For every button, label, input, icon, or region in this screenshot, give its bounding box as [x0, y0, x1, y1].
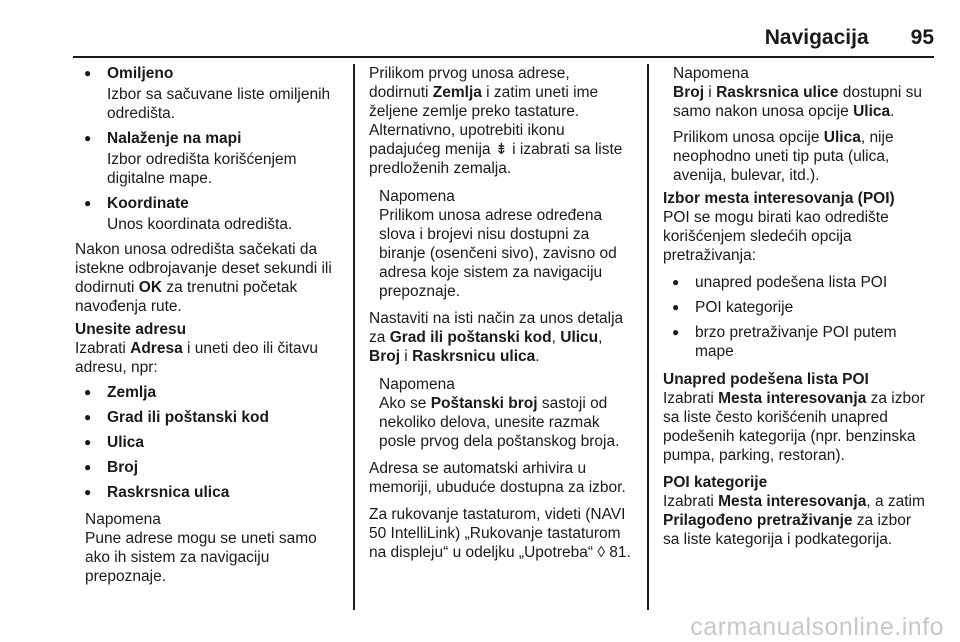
list-item: ● Ulica [75, 433, 340, 452]
note-title: Napomena [379, 376, 455, 393]
note-text: Pune adrese mogu se uneti samo ako ih sistem za navigaciju prepoznaje. [85, 530, 317, 585]
note-box [369, 375, 633, 451]
column-3 [663, 64, 931, 554]
list-item [75, 129, 340, 188]
list-item-desc: Izbor sa sačuvane liste omiljenih odredišta. [107, 86, 331, 122]
list-item: ● POI kategorije [663, 298, 931, 317]
heading-poi-categories: POI kategorije [663, 474, 768, 491]
adresa-label: Adresa [130, 340, 183, 357]
list-item-title: ● Nalaženje na mapi [107, 130, 242, 147]
list-item-title: ● Omiljeno [107, 65, 174, 82]
note-text: Prilikom unosa adrese određena slova i brojevi nisu dostupni za biranje (osenčeni sivo), zavisno od adresa koje sistem za navigaciju prepoznaje. [379, 207, 617, 300]
watermark: carmanualsonline.info [690, 613, 944, 641]
list-item: ● brzo pretraživanje POI putem mape [663, 323, 931, 361]
column-2 [369, 64, 633, 567]
list-item: ● unapred podešena lista POI [663, 273, 931, 292]
dropdown-menu-icon: ⇟ [494, 141, 508, 158]
paragraph: Adresa se automatski arhivira u memoriji, ubuduće dostupna za izbor. [369, 460, 626, 496]
paragraph: Nastaviti na isti način za unos detalja za Grad ili poštanski kod, Ulicu, Broj i Raskrsnicu ulica. [369, 310, 624, 365]
paragraph: Za rukovanje tastaturom, videti (NAVI 50 IntelliLink) „Rukovanje tastaturom na displeju“ u odeljku „Upotreba“ ◊ 81. [369, 506, 631, 561]
paragraph: Izabrati Adresa i uneti deo ili čitavu adresu, npr: [75, 340, 318, 376]
note-title: Napomena [673, 65, 749, 82]
destination-options-list [75, 64, 340, 234]
page-header [765, 26, 934, 54]
note-title: Napomena [379, 188, 455, 205]
footer [0, 611, 960, 642]
paragraph: Nakon unosa odredišta sačekati da istekne odbrojavanje deset sekundi ili dodirnuti OK za trenutni početak navođenja rute. [75, 241, 332, 315]
list-item: ● Zemlja [75, 383, 340, 402]
list-item-desc: Izbor odredišta korišćenjem digitalne mape. [107, 151, 297, 187]
page-number: 95 [910, 26, 934, 49]
page-reference-icon: ◊ [597, 544, 605, 561]
ok-label: OK [138, 279, 163, 296]
paragraph: POI se mogu birati kao odredište korišćenjem sledećih opcija pretraživanja: [663, 209, 889, 264]
heading-preset-poi-list: Unapred podešena lista POI [663, 371, 869, 388]
note-box [75, 510, 340, 586]
poi-options-list [663, 273, 931, 361]
note-box [369, 187, 633, 301]
note-text: Broj i Raskrsnica ulice dostupni su samo nakon unosa opcije Ulica. [673, 84, 923, 120]
paragraph: Izabrati Mesta interesovanja, a zatim Prilagođeno pretraživanje za izbor sa liste kategorija i podkategorija. [663, 493, 925, 548]
list-item [75, 64, 340, 123]
note-box [663, 64, 931, 185]
list-item: ● Broj [75, 458, 340, 477]
column-divider [647, 64, 649, 610]
list-item: ● Grad ili poštanski kod [75, 408, 340, 427]
note-text: Ako se Poštanski broj sastoji od nekoliko delova, unesite razmak posle prvog dela poštanskog broja. [379, 395, 620, 450]
list-item-title: ● Koordinate [107, 195, 189, 212]
section-title: Navigacija [764, 26, 869, 49]
column-divider [353, 64, 355, 610]
list-item-desc: Unos koordinata odredišta. [107, 216, 293, 233]
list-item: ● Raskrsnica ulica [75, 483, 340, 502]
header-rule [73, 56, 934, 58]
note-text: Prilikom unosa opcije Ulica, nije neophodno uneti tip puta (ulica, avenija, bulevar, itd.). [673, 129, 894, 184]
paragraph: Prilikom prvog unosa adrese, dodirnuti Zemlja i zatim uneti ime željene zemlje preko tastature. Alternativno, upotrebiti ikonu padajućeg menija ⇟ i izabrati sa liste predloženih zemalja. [369, 65, 623, 177]
paragraph: Izabrati Mesta interesovanja za izbor sa liste često korišćenih unapred podešenih kategorija (npr. benzinska pumpa, parking, restoran). [663, 390, 925, 464]
address-fields-list [75, 383, 340, 502]
heading-enter-address: Unesite adresu [75, 321, 187, 338]
heading-poi-selection: Izbor mesta interesovanja (POI) [663, 190, 895, 207]
note-title: Napomena [85, 511, 161, 528]
list-item [75, 194, 340, 234]
column-1 [75, 64, 340, 586]
